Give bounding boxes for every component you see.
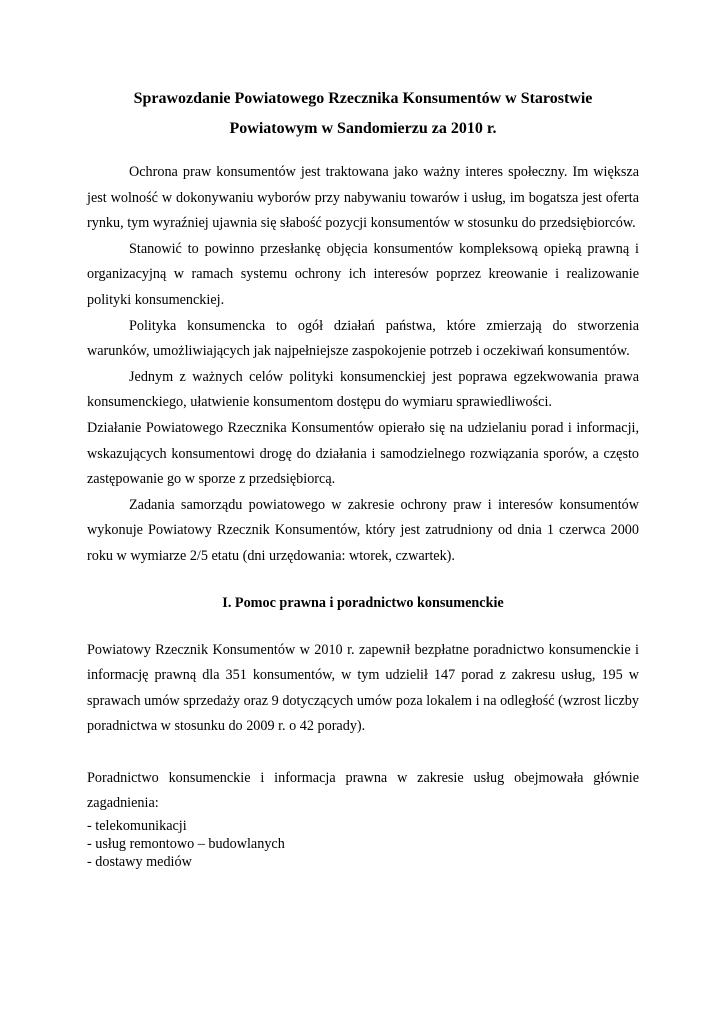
topics-list	[87, 817, 639, 871]
paragraph-intro: Ochrona praw konsumentów jest traktowana jako ważny interes społeczny. Im większa jest wolność w dokonywaniu wyborów przy nabywaniu towarów i usług, im bogatsza jest oferta rynku, tym wyraźniej ujawnia się słabość pozycji konsumentów w stosunku do przedsiębiorców.	[87, 164, 639, 232]
document-page	[87, 84, 639, 871]
list-item: - usług remontowo – budowlanych	[87, 836, 285, 853]
paragraph-advice-stats: Powiatowy Rzecznik Konsumentów w 2010 r. zapewnił bezpłatne poradnictwo konsumenckie i informację prawną dla 351 konsumentów, w tym udzielił 147 porad z zakresu usług, 195 w sprawach umów sprzedaży oraz 9 dotyczących umów poza lokalem i na odległość (wzrost liczby poradnictwa w stosunku do 2009 r. o 42 porady).	[87, 641, 639, 735]
title-line-1: Sprawozdanie Powiatowego Rzecznika Konsumentów w Starostwie	[133, 90, 593, 107]
title-line-2: Powiatowym w Sandomierzu za 2010 r.	[229, 120, 497, 137]
section-heading: I. Pomoc prawna i poradnictwo konsumenckie	[222, 594, 504, 611]
paragraph-protection: Stanowić to powinno przesłankę objęcia konsumentów kompleksową opieką prawną i organizacyjną w ramach systemu ochrony ich interesów poprzez kreowanie i realizowanie polityki konsumenckiej.	[87, 240, 639, 308]
document-title	[87, 84, 639, 144]
paragraph-tasks: Zadania samorządu powiatowego w zakresie ochrony praw i interesów konsumentów wykonuje Powiatowy Rzecznik Konsumentów, który jest zatrudniony od dnia 1 czerwca 2000 roku w wymiarze 2/5 etatu (dni urzędowania: wtorek, czwartek).	[87, 496, 639, 564]
paragraph-goals: Jednym z ważnych celów polityki konsumenckiej jest poprawa egzekwowania prawa konsumenckiego, ułatwienie konsumentom dostępu do wymiaru sprawiedliwości.	[87, 368, 639, 411]
list-item: - telekomunikacji	[87, 818, 187, 835]
paragraph-activity: Działanie Powiatowego Rzecznika Konsumentów opierało się na udzielaniu porad i informacji, wskazujących konsumentowi drogę do działania i samodzielnego rozwiązania sporów, a często zastępowanie go w sporze z przedsiębiorcą.	[87, 419, 639, 488]
paragraph-advice-topics: Poradnictwo konsumenckie i informacja prawna w zakresie usług obejmowała głównie zagadnienia:	[87, 769, 639, 812]
paragraph-policy: Polityka konsumencka to ogół działań państwa, które zmierzają do stworzenia warunków, umożliwiających jak najpełniejsze zaspokojenie potrzeb i oczekiwań konsumentów.	[87, 317, 639, 360]
list-item: - dostawy mediów	[87, 854, 192, 871]
